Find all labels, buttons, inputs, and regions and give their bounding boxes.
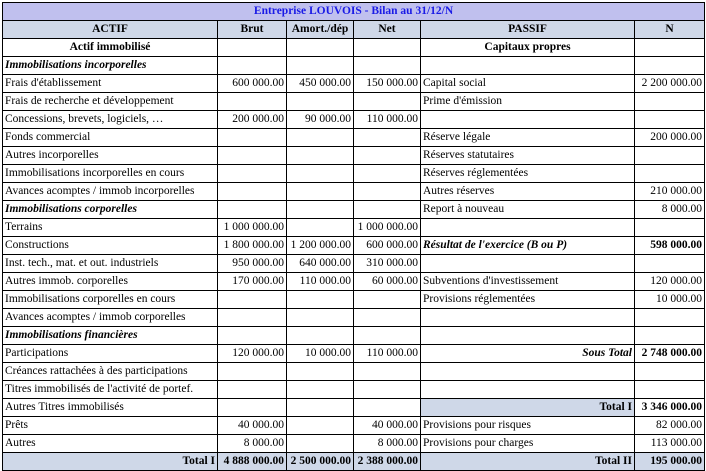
passif-label: Report à nouveau bbox=[421, 201, 635, 219]
passif-label bbox=[421, 327, 635, 345]
table-row bbox=[3, 435, 705, 453]
actif-label: Frais de recherche et développement bbox=[3, 93, 218, 111]
table-row bbox=[3, 39, 705, 57]
amort-value bbox=[287, 363, 354, 381]
amort-value bbox=[287, 57, 354, 75]
brut-value: 950 000.00 bbox=[218, 255, 287, 273]
table-row bbox=[3, 129, 705, 147]
net-value bbox=[354, 183, 421, 201]
table-row bbox=[3, 237, 705, 255]
net-value bbox=[354, 93, 421, 111]
actif-label: Concessions, brevets, logiciels, … bbox=[3, 111, 218, 129]
passif-total-label: Total II bbox=[421, 453, 635, 471]
passif-label bbox=[421, 309, 635, 327]
actif-label: Constructions bbox=[3, 237, 218, 255]
brut-value: 1 800 000.00 bbox=[218, 237, 287, 255]
balance-sheet-table bbox=[2, 2, 705, 471]
header-n: N bbox=[635, 21, 705, 39]
net-value: 1 000 000.00 bbox=[354, 219, 421, 237]
table-row bbox=[3, 201, 705, 219]
passif-label: Provisions pour risques bbox=[421, 417, 635, 435]
n-value: 10 000.00 bbox=[635, 291, 705, 309]
brut-value bbox=[218, 147, 287, 165]
actif-label: Frais d'établissement bbox=[3, 75, 218, 93]
table-row bbox=[3, 363, 705, 381]
brut-value: 120 000.00 bbox=[218, 345, 287, 363]
actif-total-label: Total I bbox=[3, 453, 218, 471]
amort-value: 450 000.00 bbox=[287, 75, 354, 93]
n-value bbox=[635, 381, 705, 399]
passif-label: Capitaux propres bbox=[421, 39, 635, 57]
actif-label: Autres Titres immobilisés bbox=[3, 399, 218, 417]
amort-value: 110 000.00 bbox=[287, 273, 354, 291]
brut-value: 1 000 000.00 bbox=[218, 219, 287, 237]
table-row bbox=[3, 219, 705, 237]
passif-label: Résultat de l'exercice (B ou P) bbox=[421, 237, 635, 255]
brut-value: 600 000.00 bbox=[218, 75, 287, 93]
passif-label bbox=[421, 219, 635, 237]
amort-value: 640 000.00 bbox=[287, 255, 354, 273]
amort-value bbox=[287, 201, 354, 219]
net-value bbox=[354, 381, 421, 399]
actif-label: Autres bbox=[3, 435, 218, 453]
brut-value bbox=[218, 381, 287, 399]
net-value bbox=[354, 57, 421, 75]
net-value: 110 000.00 bbox=[354, 111, 421, 129]
passif-label bbox=[421, 57, 635, 75]
net-value bbox=[354, 165, 421, 183]
passif-label: Provisions réglementées bbox=[421, 291, 635, 309]
brut-value bbox=[218, 39, 287, 57]
table-row bbox=[3, 381, 705, 399]
amort-value bbox=[287, 129, 354, 147]
net-value: 110 000.00 bbox=[354, 345, 421, 363]
n-value: 2 748 000.00 bbox=[635, 345, 705, 363]
brut-value bbox=[218, 363, 287, 381]
passif-label: Subventions d'investissement bbox=[421, 273, 635, 291]
actif-label: Autres immob. corporelles bbox=[3, 273, 218, 291]
actif-label: Immobilisations incorporelles en cours bbox=[3, 165, 218, 183]
net-value: 150 000.00 bbox=[354, 75, 421, 93]
actif-label: Autres incorporelles bbox=[3, 147, 218, 165]
amort-value bbox=[287, 399, 354, 417]
table-row bbox=[3, 75, 705, 93]
amort-value bbox=[287, 219, 354, 237]
title-row bbox=[3, 3, 705, 21]
actif-label: Fonds commercial bbox=[3, 129, 218, 147]
net-value bbox=[354, 39, 421, 57]
amort-value bbox=[287, 327, 354, 345]
passif-label: Réserves réglementées bbox=[421, 165, 635, 183]
table-row bbox=[3, 273, 705, 291]
net-value: 40 000.00 bbox=[354, 417, 421, 435]
header-net: Net bbox=[354, 21, 421, 39]
n-value bbox=[635, 165, 705, 183]
passif-label bbox=[421, 255, 635, 273]
actif-label: Immobilisations financières bbox=[3, 327, 218, 345]
n-value bbox=[635, 39, 705, 57]
table-row bbox=[3, 93, 705, 111]
brut-value bbox=[218, 165, 287, 183]
actif-label: Immobilisations incorporelles bbox=[3, 57, 218, 75]
amort-value bbox=[287, 147, 354, 165]
brut-value bbox=[218, 57, 287, 75]
net-value: 60 000.00 bbox=[354, 273, 421, 291]
amort-value bbox=[287, 165, 354, 183]
n-value bbox=[635, 147, 705, 165]
amort-value: 90 000.00 bbox=[287, 111, 354, 129]
n-value bbox=[635, 93, 705, 111]
table-row bbox=[3, 165, 705, 183]
totals-row bbox=[3, 453, 705, 471]
net-value: 8 000.00 bbox=[354, 435, 421, 453]
net-value bbox=[354, 147, 421, 165]
n-value: 8 000.00 bbox=[635, 201, 705, 219]
brut-value bbox=[218, 399, 287, 417]
passif-label: Prime d'émission bbox=[421, 93, 635, 111]
n-value: 210 000.00 bbox=[635, 183, 705, 201]
passif-label: Total I bbox=[421, 399, 635, 417]
net-value bbox=[354, 291, 421, 309]
brut-value bbox=[218, 183, 287, 201]
net-value: 600 000.00 bbox=[354, 237, 421, 255]
header-brut: Brut bbox=[218, 21, 287, 39]
table-row bbox=[3, 57, 705, 75]
actif-label: Prêts bbox=[3, 417, 218, 435]
actif-label: Créances rattachées à des participations bbox=[3, 363, 218, 381]
amort-value bbox=[287, 417, 354, 435]
net-value: 310 000.00 bbox=[354, 255, 421, 273]
brut-value: 8 000.00 bbox=[218, 435, 287, 453]
n-value bbox=[635, 219, 705, 237]
amort-value bbox=[287, 435, 354, 453]
passif-label: Réserve légale bbox=[421, 129, 635, 147]
passif-label bbox=[421, 363, 635, 381]
table-row bbox=[3, 309, 705, 327]
actif-label: Immobilisations corporelles bbox=[3, 201, 218, 219]
amort-value bbox=[287, 183, 354, 201]
table-row bbox=[3, 399, 705, 417]
table-row bbox=[3, 345, 705, 363]
brut-value: 40 000.00 bbox=[218, 417, 287, 435]
actif-label: Avances acomptes / immob corporelles bbox=[3, 309, 218, 327]
passif-label: Capital social bbox=[421, 75, 635, 93]
brut-total: 4 888 000.00 bbox=[218, 453, 287, 471]
brut-value bbox=[218, 93, 287, 111]
amort-value bbox=[287, 291, 354, 309]
n-value: 120 000.00 bbox=[635, 273, 705, 291]
amort-total: 2 500 000.00 bbox=[287, 453, 354, 471]
n-value bbox=[635, 363, 705, 381]
net-value bbox=[354, 363, 421, 381]
table-row bbox=[3, 291, 705, 309]
n-value: 3 346 000.00 bbox=[635, 399, 705, 417]
passif-label: Provisions pour charges bbox=[421, 435, 635, 453]
brut-value bbox=[218, 201, 287, 219]
n-value bbox=[635, 111, 705, 129]
passif-label: Autres réserves bbox=[421, 183, 635, 201]
net-value bbox=[354, 309, 421, 327]
passif-label: Réserves statutaires bbox=[421, 147, 635, 165]
actif-label: Terrains bbox=[3, 219, 218, 237]
net-value bbox=[354, 201, 421, 219]
table-row bbox=[3, 327, 705, 345]
actif-label: Inst. tech., mat. et out. industriels bbox=[3, 255, 218, 273]
table-row bbox=[3, 111, 705, 129]
table-row bbox=[3, 147, 705, 165]
n-value: 2 200 000.00 bbox=[635, 75, 705, 93]
header-row bbox=[3, 21, 705, 39]
header-passif: PASSIF bbox=[421, 21, 635, 39]
actif-label: Avances acomptes / immob incorporelles bbox=[3, 183, 218, 201]
net-value bbox=[354, 129, 421, 147]
n-total: 195 000.00 bbox=[635, 453, 705, 471]
table-row bbox=[3, 183, 705, 201]
amort-value bbox=[287, 309, 354, 327]
header-amort: Amort./dép bbox=[287, 21, 354, 39]
brut-value bbox=[218, 327, 287, 345]
brut-value: 200 000.00 bbox=[218, 111, 287, 129]
n-value: 598 000.00 bbox=[635, 237, 705, 255]
n-value bbox=[635, 309, 705, 327]
actif-label: Participations bbox=[3, 345, 218, 363]
net-value bbox=[354, 327, 421, 345]
passif-label bbox=[421, 111, 635, 129]
brut-value: 170 000.00 bbox=[218, 273, 287, 291]
n-value: 200 000.00 bbox=[635, 129, 705, 147]
net-value bbox=[354, 399, 421, 417]
brut-value bbox=[218, 129, 287, 147]
passif-label bbox=[421, 381, 635, 399]
net-total: 2 388 000.00 bbox=[354, 453, 421, 471]
n-value: 113 000.00 bbox=[635, 435, 705, 453]
amort-value: 10 000.00 bbox=[287, 345, 354, 363]
actif-label: Actif immobilisé bbox=[3, 39, 218, 57]
table-row bbox=[3, 417, 705, 435]
n-value bbox=[635, 327, 705, 345]
amort-value bbox=[287, 93, 354, 111]
actif-label: Titres immobilisés de l'activité de portef. bbox=[3, 381, 218, 399]
amort-value: 1 200 000.00 bbox=[287, 237, 354, 255]
amort-value bbox=[287, 39, 354, 57]
table-row bbox=[3, 255, 705, 273]
amort-value bbox=[287, 381, 354, 399]
actif-label: Immobilisations corporelles en cours bbox=[3, 291, 218, 309]
balance-sheet bbox=[2, 2, 704, 469]
n-value: 82 000.00 bbox=[635, 417, 705, 435]
brut-value bbox=[218, 291, 287, 309]
header-actif: ACTIF bbox=[3, 21, 218, 39]
passif-label: Sous Total bbox=[421, 345, 635, 363]
n-value bbox=[635, 255, 705, 273]
brut-value bbox=[218, 309, 287, 327]
sheet-title: Entreprise LOUVOIS - Bilan au 31/12/N bbox=[3, 3, 705, 21]
n-value bbox=[635, 57, 705, 75]
